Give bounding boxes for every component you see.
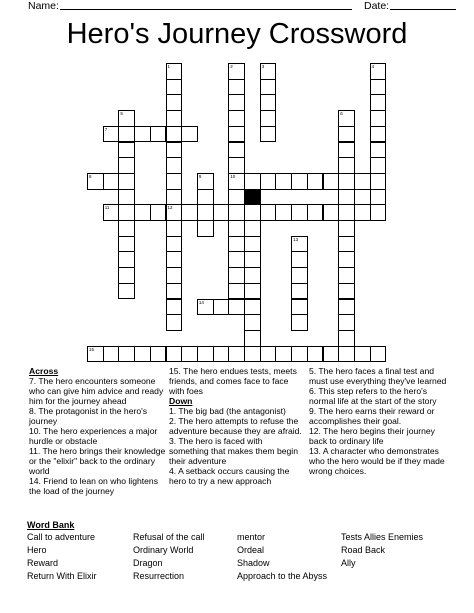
crossword-cell[interactable] <box>228 126 245 143</box>
crossword-cell[interactable] <box>213 204 230 221</box>
crossword-cell[interactable] <box>291 283 308 300</box>
crossword-cell[interactable] <box>166 251 183 268</box>
crossword-cell[interactable] <box>260 63 277 80</box>
down-clue-6: 6. This step refers to the hero's normal life at the start of the story <box>309 386 437 406</box>
across-clue-15: 15. The hero endues tests, meets friends, and comes face to face with foes <box>169 366 297 396</box>
word-bank-item: Call to adventure <box>27 532 96 542</box>
date-field-line[interactable] <box>390 9 456 10</box>
crossword-cell[interactable] <box>323 346 340 363</box>
crossword-cell[interactable] <box>228 142 245 159</box>
crossword-cell[interactable] <box>260 204 277 221</box>
crossword-cell[interactable] <box>228 173 245 190</box>
crossword-cell[interactable] <box>228 110 245 127</box>
crossword-cell[interactable] <box>166 236 183 253</box>
crossword-cell[interactable] <box>166 299 183 316</box>
crossword-cell[interactable] <box>260 346 277 363</box>
crossword-cell[interactable] <box>338 173 355 190</box>
crossword-cell[interactable] <box>244 173 261 190</box>
crossword-cell[interactable] <box>291 346 308 363</box>
crossword-cell[interactable] <box>370 173 387 190</box>
word-bank-item: Road Back <box>341 545 386 555</box>
crossword-cell[interactable] <box>166 94 183 111</box>
word-bank-item: Ordinary World <box>133 545 194 555</box>
middle-clues <box>169 366 302 486</box>
page-title: Hero's Journey Crossword <box>66 18 408 50</box>
clue-number: 12 <box>167 205 173 211</box>
crossword-cell[interactable] <box>307 346 324 363</box>
crossword-cell[interactable] <box>370 346 387 363</box>
clue-number: 9 <box>198 173 202 179</box>
crossword-cell[interactable] <box>228 251 245 268</box>
crossword-cell[interactable] <box>338 330 355 347</box>
crossword-cell[interactable] <box>166 110 183 127</box>
crossword-cell[interactable] <box>338 236 355 253</box>
clue-number: 3 <box>261 64 265 69</box>
crossword-cell[interactable] <box>197 204 214 221</box>
crossword-cell[interactable] <box>166 126 183 143</box>
crossword-cell[interactable] <box>338 126 355 143</box>
crossword-cell[interactable] <box>244 314 261 331</box>
word-bank-item: Dragon <box>133 558 163 568</box>
clue-number: 2 <box>230 64 233 69</box>
crossword-cell[interactable] <box>338 157 355 174</box>
word-bank-item: Tests Allies Enemies <box>341 532 424 542</box>
crossword-cell[interactable] <box>338 267 355 284</box>
across-heading: Across <box>29 366 59 376</box>
word-bank-item: Return With Elixir <box>27 571 97 581</box>
across-clues <box>29 366 167 496</box>
crossword-cell[interactable] <box>244 330 261 347</box>
down-clue-3: 3. The hero is faced with something that makes them begin their adventure <box>169 436 298 466</box>
crossword-cell[interactable] <box>370 204 387 221</box>
crossword-cell[interactable] <box>244 204 261 221</box>
crossword-cell[interactable] <box>118 189 135 206</box>
crossword-cell[interactable] <box>118 126 135 143</box>
crossword-cell[interactable] <box>307 204 324 221</box>
clue-number: 6 <box>340 111 343 117</box>
crossword-cell[interactable] <box>228 63 245 80</box>
crossword-cell[interactable] <box>197 346 214 363</box>
crossword-cell[interactable] <box>118 236 135 253</box>
crossword-cell[interactable] <box>228 283 245 300</box>
crossword-cell[interactable] <box>291 236 308 253</box>
crossword-cell[interactable] <box>228 299 245 316</box>
crossword-cell[interactable] <box>197 299 214 316</box>
crossword-cell[interactable] <box>134 346 151 363</box>
crossword-cell[interactable] <box>181 346 198 363</box>
clue-number: 8 <box>89 173 92 179</box>
crossword-cell[interactable] <box>166 63 183 80</box>
crossword-cell[interactable] <box>338 251 355 268</box>
word-bank-item: mentor <box>237 532 266 542</box>
name-field-line[interactable] <box>60 9 352 10</box>
crossword-cell[interactable] <box>370 110 387 127</box>
crossword-cell[interactable] <box>275 173 292 190</box>
crossword-cell[interactable] <box>338 346 355 363</box>
crossword-cell[interactable] <box>213 299 230 316</box>
crossword-cell[interactable] <box>228 204 245 221</box>
crossword-cell[interactable] <box>103 346 120 363</box>
clue-number: 14 <box>198 299 204 305</box>
crossword-cell[interactable] <box>244 236 261 253</box>
word-bank-heading: Word Bank <box>27 520 75 530</box>
across-clue-10: 10. The hero experiences a major hurdle or obstacle <box>29 426 158 446</box>
crossword-cell[interactable] <box>228 189 245 206</box>
word-bank-item: Refusal of the call <box>133 532 205 542</box>
clue-number: 11 <box>104 205 110 211</box>
word-bank-item: Resurrection <box>133 571 185 581</box>
crossword-cell[interactable] <box>260 126 277 143</box>
clue-number: 10 <box>230 173 236 179</box>
crossword-cell[interactable] <box>181 126 198 143</box>
crossword-cell[interactable] <box>118 157 135 174</box>
clue-number: 4 <box>371 64 375 69</box>
crossword-cell[interactable] <box>291 314 308 331</box>
crossword-cell[interactable] <box>166 314 183 331</box>
crossword-cell[interactable] <box>118 283 135 300</box>
crossword-cell[interactable] <box>244 346 261 363</box>
crossword-cell[interactable] <box>370 142 387 159</box>
crossword-cell[interactable] <box>354 173 371 190</box>
word-bank-item: Reward <box>27 558 59 568</box>
crossword-cell[interactable] <box>118 142 135 159</box>
clue-number: 15 <box>89 346 95 352</box>
crossword-cell[interactable] <box>338 220 355 237</box>
crossword-cell[interactable] <box>103 204 120 221</box>
crossword-cell[interactable] <box>166 189 183 206</box>
down-clue-4: 4. A setback occurs causing the hero to try a new approach <box>169 466 290 486</box>
crossword-cell[interactable] <box>338 189 355 206</box>
crossword-cell[interactable] <box>370 63 387 80</box>
crossword-cell[interactable] <box>150 346 167 363</box>
clue-number: 1 <box>167 64 171 69</box>
crossword-cell[interactable] <box>166 220 183 237</box>
down-clue-2: 2. The hero attempts to refuse the adventure because they are afraid. <box>169 416 302 436</box>
crossword-cell[interactable] <box>370 157 387 174</box>
crossword-cell[interactable] <box>338 314 355 331</box>
crossword-cell[interactable] <box>150 126 167 143</box>
crossword-cell[interactable] <box>166 204 183 221</box>
header-name-label: Name: <box>28 0 59 12</box>
crossword-cell[interactable] <box>118 346 135 363</box>
clue-number: 7 <box>104 126 108 132</box>
crossword-cell[interactable] <box>338 204 355 221</box>
header-date-label: Date: <box>364 0 390 12</box>
crossword-cell[interactable] <box>260 94 277 111</box>
crossword-cell[interactable] <box>275 204 292 221</box>
word-bank-item: Ordeal <box>237 545 265 555</box>
crossword-cell[interactable] <box>338 110 355 127</box>
down-clue-5: 5. The hero faces a final test and must use everything they've learned <box>309 366 447 386</box>
word-bank-item: Ally <box>341 558 356 568</box>
crossword-cell[interactable] <box>291 204 308 221</box>
crossword-cell[interactable] <box>244 299 261 316</box>
crossword-cell[interactable] <box>244 251 261 268</box>
word-bank-item: Approach to the Abyss <box>237 571 328 581</box>
crossword-cell[interactable] <box>260 110 277 127</box>
crossword-cell[interactable] <box>166 142 183 159</box>
crossword-cell[interactable] <box>244 283 261 300</box>
crossword-cell[interactable] <box>260 173 277 190</box>
crossword-cell[interactable] <box>338 283 355 300</box>
clue-number: 13 <box>293 236 299 242</box>
word-bank-item: Shadow <box>237 558 270 568</box>
crossword-cell[interactable] <box>134 126 151 143</box>
crossword-cell[interactable] <box>291 267 308 284</box>
down-clue-1: 1. The big bad (the antagonist) <box>169 406 286 416</box>
crossword-cell[interactable] <box>166 173 183 190</box>
crossword-cell[interactable] <box>166 283 183 300</box>
crossword-cell[interactable] <box>370 79 387 96</box>
crossword-cell[interactable] <box>370 94 387 111</box>
crossword-cell[interactable] <box>166 346 183 363</box>
crossword-cell[interactable] <box>338 142 355 159</box>
crossword-cell[interactable] <box>181 204 198 221</box>
crossword-cell[interactable] <box>103 126 120 143</box>
crossword-cell[interactable] <box>291 299 308 316</box>
crossword-cell[interactable] <box>228 94 245 111</box>
crossword-cell[interactable] <box>354 204 371 221</box>
crossword-cell[interactable] <box>291 173 308 190</box>
crossword-cell[interactable] <box>118 204 135 221</box>
crossword-cell[interactable] <box>244 220 261 237</box>
crossword-cell[interactable] <box>354 346 371 363</box>
crossword-cell[interactable] <box>244 267 261 284</box>
down-clue-9: 9. The hero earns their reward or accomplishes their goal. <box>309 406 435 426</box>
crossword-cell[interactable] <box>197 173 214 190</box>
crossword-cell[interactable] <box>228 346 245 363</box>
black-cell <box>244 189 261 206</box>
crossword-cell[interactable] <box>87 346 104 363</box>
clue-number: 5 <box>120 111 123 117</box>
crossword-cell[interactable] <box>307 173 324 190</box>
crossword-cell[interactable] <box>323 173 340 190</box>
crossword-cell[interactable] <box>118 173 135 190</box>
crossword-cell[interactable] <box>323 204 340 221</box>
word-bank-item: Hero <box>27 545 47 555</box>
crossword-cell[interactable] <box>87 173 104 190</box>
crossword-cell[interactable] <box>166 79 183 96</box>
across-clue-11: 11. The hero brings their knowledge or the "elixir" back to the ordinary world <box>29 446 166 476</box>
crossword-cell[interactable] <box>370 189 387 206</box>
crossword-cell[interactable] <box>370 126 387 143</box>
down-heading: Down <box>169 396 193 406</box>
crossword-cell[interactable] <box>228 267 245 284</box>
crossword-cell[interactable] <box>166 267 183 284</box>
crossword-cell[interactable] <box>118 267 135 284</box>
crossword-cell[interactable] <box>275 346 292 363</box>
crossword-cell[interactable] <box>213 346 230 363</box>
across-clue-14: 14. Friend to lean on who lightens the load of the journey <box>29 476 158 496</box>
down-clue-13: 13. A character who demonstrates who the hero would be if they made wrong choices. <box>309 446 445 476</box>
across-clue-8: 8. The protagonist in the hero's journey <box>29 406 148 426</box>
crossword-cell[interactable] <box>228 79 245 96</box>
across-clue-7: 7. The hero encounters someone who can give him advice and ready him for the journey ahead <box>29 376 164 406</box>
down-clue-12: 12. The hero begins their journey back to ordinary life <box>309 426 435 446</box>
crossword-cell[interactable] <box>291 251 308 268</box>
crossword-cell[interactable] <box>150 204 167 221</box>
crossword-cell[interactable] <box>118 220 135 237</box>
crossword-cell[interactable] <box>197 189 214 206</box>
crossword-cell[interactable] <box>228 236 245 253</box>
crossword-cell[interactable] <box>260 79 277 96</box>
crossword-cell[interactable] <box>103 173 120 190</box>
crossword-cell[interactable] <box>134 204 151 221</box>
crossword-cell[interactable] <box>228 157 245 174</box>
right-clues <box>309 366 449 476</box>
crossword-cell[interactable] <box>197 220 214 237</box>
crossword-cell[interactable] <box>118 110 135 127</box>
crossword-cell[interactable] <box>228 220 245 237</box>
crossword-cell[interactable] <box>118 251 135 268</box>
crossword-cell[interactable] <box>338 299 355 316</box>
crossword-cell[interactable] <box>166 157 183 174</box>
